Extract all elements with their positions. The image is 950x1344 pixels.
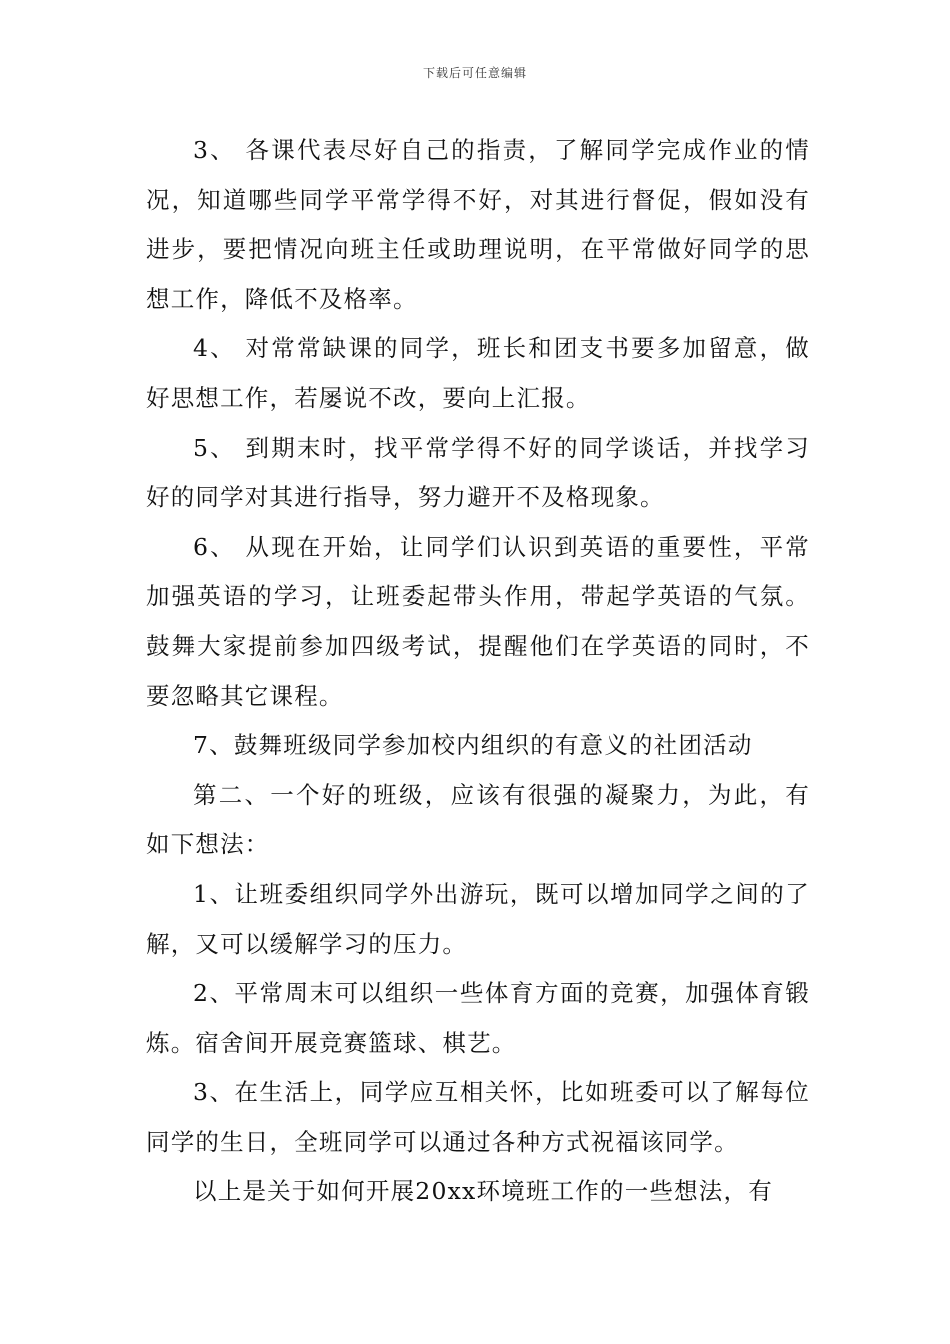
paragraph-conclusion: 以上是关于如何开展20xx环境班工作的一些想法，有 [193,1177,773,1206]
paragraph-item-4-absence: 4、 对常常缺课的同学，班长和团支书要多加留意，做好思想工作，若屡说不改，要向上汇报。 [146,334,810,412]
paragraph-item-2-sports: 2、平常周末可以组织一些体育方面的竞赛，加强体育锻炼。宿舍间开展竞赛篮球、棋艺。 [146,979,810,1057]
paragraph-item-3-life-care: 3、在生活上，同学应互相关怀，比如班委可以了解每位同学的生日，全班同学可以通过各种方式祝福该同学。 [146,1078,810,1156]
page-header: 下载后可任意编辑 [422,66,527,80]
paragraph-item-3-duties: 3、 各课代表尽好自己的指责，了解同学完成作业的情况，知道哪些同学平常学得不好，对其进行督促，假如没有进步，要把情况向班主任或助理说明，在平常做好同学的思想工作，降低不及格率。 [146,136,810,313]
paragraph-item-1-outing: 1、让班委组织同学外出游玩，既可以增加同学之间的了解，又可以缓解学习的压力。 [146,879,810,958]
paragraph-item-5-final-exam: 5、 到期末时，找平常学得不好的同学谈话，并找学习好的同学对其进行指导，努力避开不及格现象。 [146,433,810,512]
paragraph-section-two-cohesion: 第二、一个好的班级，应该有很强的凝聚力，为此，有如下想法： [146,780,810,859]
document-body [146,126,810,1217]
paragraph-item-6-english: 6、 从现在开始，让同学们认识到英语的重要性，平常加强英语的学习，让班委起带头作用，带起学英语的气氛。鼓舞大家提前参加四级考试，提醒他们在学英语的同时，不要忽略其它课程。 [146,532,810,710]
paragraph-item-7-clubs: 7、鼓舞班级同学参加校内组织的有意义的社团活动 [193,731,753,760]
